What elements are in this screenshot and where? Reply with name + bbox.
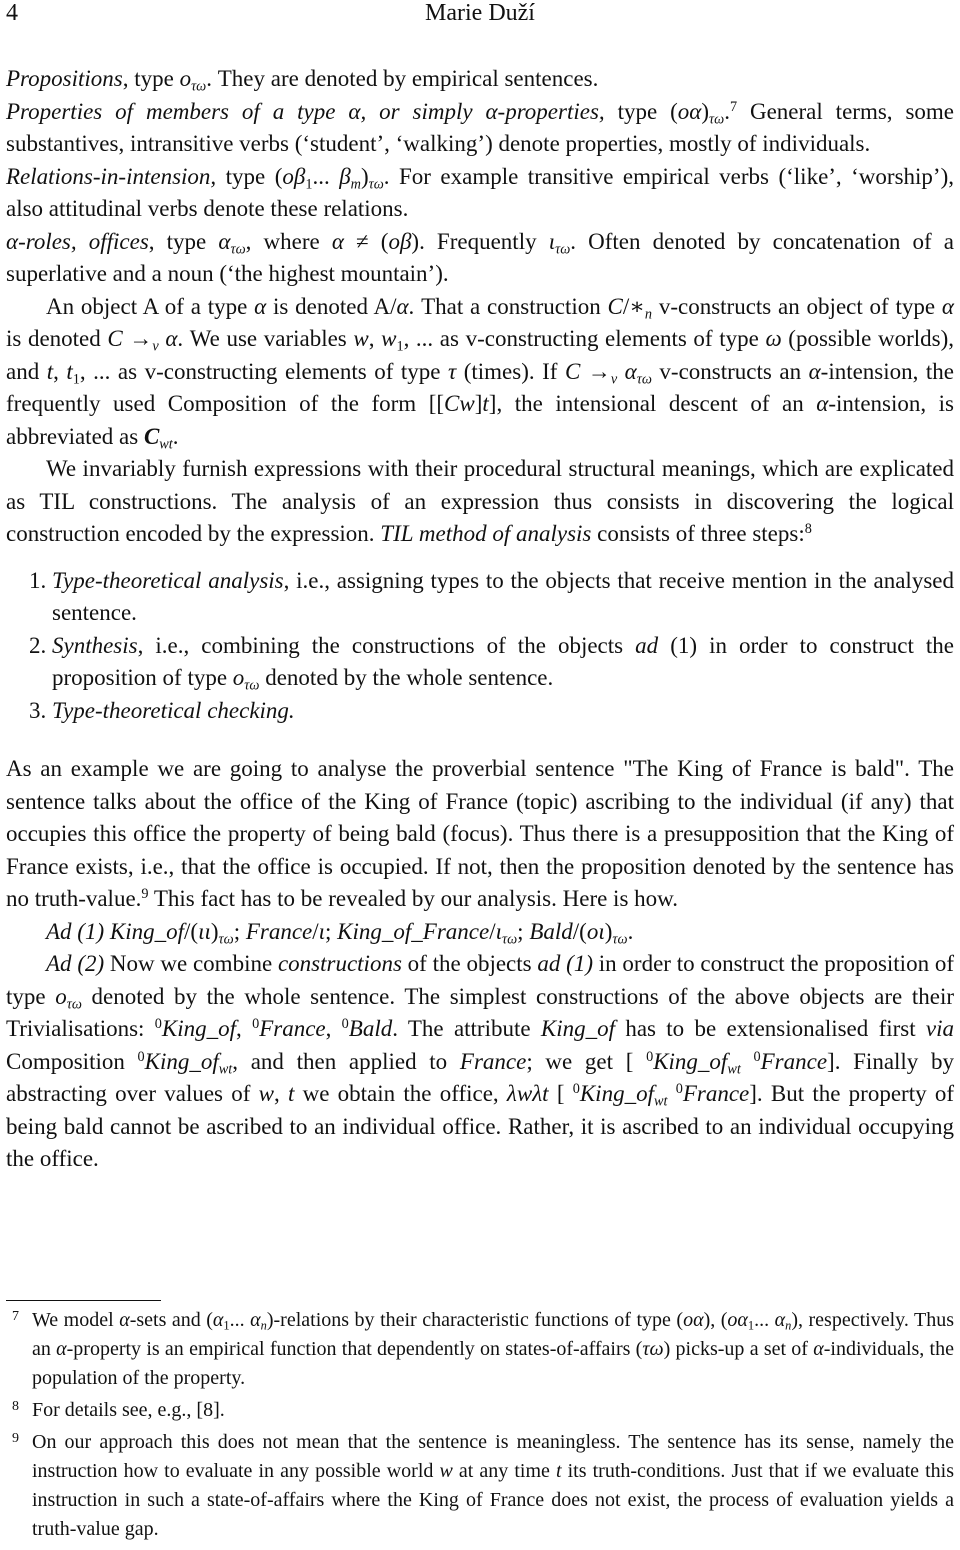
ad2-paragraph: Ad (2) Now we combine constructions of the objects ad (1) in order to construct the proposition of type $o_{\tau\omega}$ denoted by the whole sentence. The simplest constructions of the above objects are their Trivialisations: $^0$King_of, $^0$France, $^0$Bald. The attribute King_of has to be extensionalised first via Composition $^0King\_of_{wt}$, and then applied to France; we get [ $^0King\_of_{wt}$ $^0$France]. Finally by abstracting over values of w, t we obtain the office, λwλt [ $^0King\_of_{wt}$ $^0$France]. But the property of being bald cannot be ascribed to an individual office. Rather, it is ascribed to an individual occupying the office.: [6, 951, 955, 1171]
footnote-text: For details see, e.g., [8].: [32, 1399, 225, 1421]
example-paragraph: As an example we are going to analyse the proverbial sentence "The King of France is bald". The sentence talks about the office of the King of France (topic) ascribing to the individual (if any) that occupies this office the property of being bald (focus). Thus there is a presupposition that the King of France exists, i.e., that the office is occupied. If not, then the proposition denoted by the sentence has no truth-value.$^9$ This fact has to be revealed by our analysis. Here is how.: [6, 756, 954, 911]
footnote-text: We model α-sets and ($\alpha_1$... $\alpha_n$)-relations by their characteristic functions of type (oα), ($o\alpha_1$... $\alpha_n$), respectively. Thus an α-property is an empirical function that dependently on states-of-affairs (τω) picks-up a set of α-individuals, the population of the property.: [32, 1309, 954, 1389]
footnote-9: [6, 1428, 954, 1544]
footnote-7: [6, 1306, 954, 1393]
footnote-text: On our approach this does not mean that the sentence is meaningless. The sentence has its sense, namely the instruction how to evaluate in any possible world w at any time t its truth-conditions. Just that if we evaluate this instruction in such a state-of-affairs where the King of France does not exist, the process of evaluation yields a truth-value gap.: [32, 1431, 955, 1540]
footnote-8: [6, 1396, 954, 1425]
main-text: [6, 63, 954, 1176]
footnote-rule: [6, 1300, 161, 1301]
step-item: 2. Synthesis, i.e., combining the constructions of the objects ad (1) in order to construct the proposition of type $o_{\tau\omega}$ denoted by the whole sentence.: [52, 630, 954, 695]
footnote-number: 8: [12, 1399, 19, 1414]
page-header: [6, 0, 954, 30]
footnote-number: 9: [12, 1431, 19, 1446]
method-steps-list: [6, 565, 954, 728]
page-number: 4: [6, 0, 18, 26]
footnote-number: 7: [12, 1309, 19, 1324]
step-item: 3. Type-theoretical checking.: [52, 695, 954, 728]
notation-paragraph: An object A of a type α is denoted A/α. That a construction $C/∗_n$ v-constructs an object of type α is denoted $C \to_v$ α. We use variables w, $w_1$, ... as v-constructing elements of type ω (possible worlds), and t, $t_1$, ... as v-constructing elements of type τ (times). If $C \to_v$ $\alpha_{\tau\omega}$ v-constructs an α-intension, the frequently used Composition of the form [[Cw]t], the intensional descent of an α-intension, is abbreviated as $C_{wt}$.: [6, 293, 955, 452]
step-item: 1. Type-theoretical analysis, i.e., assigning types to the objects that receive mention in the analysed sentence.: [52, 565, 954, 630]
running-author: Marie Duží: [425, 0, 535, 26]
method-paragraph: We invariably furnish expressions with their procedural structural meanings, which are explicated as TIL constructions. The analysis of an expression thus consists in discovering the logical construction encoded by the expression. TIL method of analysis consists of three steps:$^8$: [6, 456, 954, 546]
definition-relations: Relations-in-intension, type ($o\beta_1$... $\beta_m)_{\tau\omega}$. For example transitive empirical verbs (‘like’, ‘worship’), also attitudinal verbs denote these relations.: [6, 163, 954, 221]
definition-offices: α-roles, offices, type $\alpha_{\tau\omega}$, where α ≠ (oβ). Frequently $\iota_{\tau\omega}$. Often denoted by concatenation of a superlative and a noun (‘the highest mountain’).: [6, 228, 954, 286]
definition-properties: Properties of members of a type α, or simply α-properties, type $(o\alpha)_{\tau\omega}.^7$ General terms, some substantives, intransitive verbs (‘student’, ‘walking’) denote properties, mostly of individuals.: [6, 98, 955, 156]
ad1-paragraph: Ad (1) $King\_of/(\iota\iota)_{\tau\omega}$; France/ι; $King\_of\_France/\iota_{\tau\omega}$; Bald/$(o\iota)_{\tau\omega}$.: [46, 918, 634, 947]
footnotes: [6, 1306, 954, 1547]
definition-propositions: Propositions, type $o_{\tau\omega}$. They are denoted by empirical sentences.: [6, 66, 599, 95]
